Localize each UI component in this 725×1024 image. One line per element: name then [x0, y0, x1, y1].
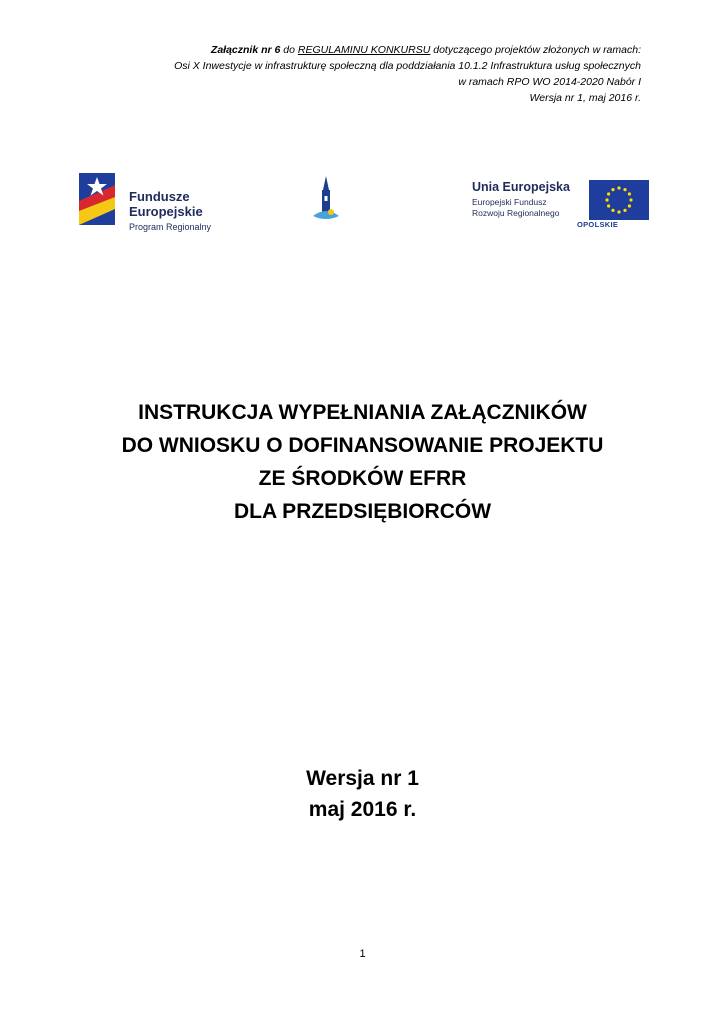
fundusze-europejskie-name [129, 189, 203, 219]
version-info [0, 763, 725, 825]
header-line-2: Osi X Inwestycje w infrastrukturę społeczną dla poddziałania 10.1.2 Infrastruktura usług społecznych [174, 60, 641, 72]
opolskie-label: OPOLSKIE [577, 220, 619, 229]
opolskie-tower-icon [311, 176, 391, 226]
fundusze-line-2: Europejskie [129, 204, 203, 219]
title-line-1: INSTRUKCJA WYPEŁNIANIA ZAŁĄCZNIKÓW [138, 401, 587, 424]
header-line-1-rest: dotyczącego projektów złożonych w ramach: [430, 44, 641, 56]
regulation-link-text: REGULAMINU KONKURSU [297, 44, 431, 56]
title-line-3: ZE ŚRODKÓW EFRR [258, 467, 467, 490]
eu-stars-icon [589, 180, 649, 220]
header-line-4: Wersja nr 1, maj 2016 r. [529, 92, 641, 104]
fundusze-europejskie-logo [79, 171, 219, 232]
document-title [0, 396, 725, 528]
efrr-line-2: Rozwoju Regionalnego [472, 208, 560, 218]
fundusze-europejskie-icon [79, 171, 115, 227]
header-line-3: w ramach RPO WO 2014-2020 Nabór I [458, 76, 641, 88]
attachment-number: Załącznik nr 6 [210, 44, 281, 56]
unia-europejska-text [472, 180, 570, 219]
attachment-header-note [81, 42, 641, 106]
title-line-2: DO WNIOSKU O DOFINANSOWANIE PROJEKTU [121, 434, 604, 457]
version-number: Wersja nr 1 [306, 767, 419, 790]
unia-europejska-title: Unia Europejska [472, 180, 570, 194]
header-line-1 [81, 42, 641, 58]
logo-bar [67, 160, 659, 234]
page-number: 1 [359, 948, 366, 960]
fundusze-subtitle: Program Regionalny [129, 222, 212, 232]
version-date: maj 2016 r. [308, 798, 417, 821]
efrr-name [472, 197, 570, 219]
fundusze-line-1: Fundusze [129, 189, 190, 204]
title-line-4: DLA PRZEDSIĘBIORCÓW [233, 500, 492, 523]
header-line-1-connector: do [280, 44, 298, 56]
efrr-line-1: Europejski Fundusz [472, 197, 547, 207]
eu-flag [589, 180, 649, 220]
